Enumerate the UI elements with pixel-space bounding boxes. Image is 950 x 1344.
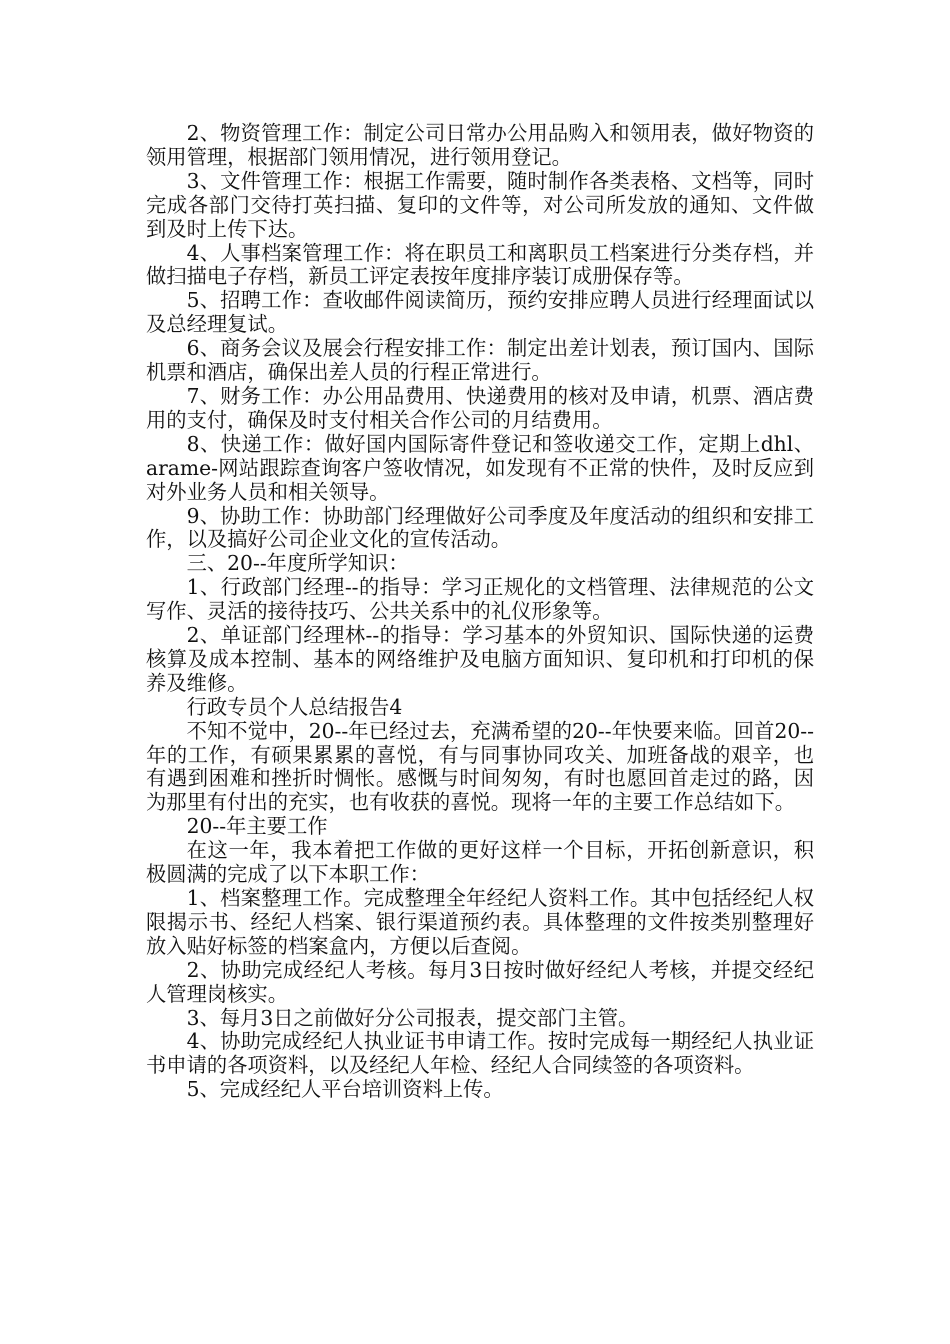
section-heading-knowledge: 三、20--年度所学知识： bbox=[186, 551, 409, 576]
paragraph-admin-guidance: 1、行政部门经理--的指导：学习正规化的文档管理、法律规范的公文写作、灵活的接待技巧、公共关系中的礼仪形象等。 bbox=[146, 575, 814, 624]
paragraph-archives: 1、档案整理工作。完成整理全年经纪人资料工作。其中包括经纪人权限揭示书、经纪人档案、银行渠道预约表。具体整理的文件按类别整理好放入贴好标签的档案盒内，方便以后查阅。 bbox=[146, 886, 814, 958]
paragraph-file-management: 3、文件管理工作：根据工作需要，随时制作各类表格、文档等，同时完成各部门交待打英扫描、复印的文件等，对公司所发放的通知、文件做到及时上传下达。 bbox=[146, 168, 814, 241]
paragraph-overview: 在这一年，我本着把工作做的更好这样一个目标，开拓创新意识，积极圆满的完成了以下本职工作： bbox=[146, 838, 814, 887]
document-page bbox=[146, 122, 814, 1102]
paragraph-express-delivery: 8、快递工作：做好国内国际寄件登记和签收递交工作，定期上dhl、arame-网站跟踪查询客户签收情况，如发现有不正常的快件，及时反应到对外业务人员和相关领导。 bbox=[146, 431, 814, 504]
paragraph-assistance: 9、协助工作：协助部门经理做好公司季度及年度活动的组织和安排工作，以及搞好公司企业文化的宣传活动。 bbox=[146, 503, 814, 552]
report-title: 行政专员个人总结报告4 bbox=[186, 694, 403, 719]
paragraph-personnel-archives: 4、人事档案管理工作：将在职员工和离职员工档案进行分类存档，并做扫描电子存档，新员工评定表按年度排序装订成册保存等。 bbox=[146, 240, 814, 289]
paragraph-documents-guidance: 2、单证部门经理林--的指导：学习基本的外贸知识、国际快递的运费核算及成本控制、基本的网络维护及电脑方面知识、复印机和打印机的保养及维修。 bbox=[146, 623, 814, 695]
paragraph-finance: 7、财务工作：办公用品费用、快递费用的核对及申请，机票、酒店费用的支付，确保及时支付相关合作公司的月结费用。 bbox=[146, 383, 814, 432]
paragraph-training-upload: 5、完成经纪人平台培训资料上传。 bbox=[186, 1077, 504, 1102]
paragraph-intro: 不知不觉中，20--年已经过去，充满希望的20--年快要来临。回首20--年的工作，有硕果累累的喜悦，有与同事协同攻关、加班备战的艰辛，也有遇到困难和挫折时惆怅。感慨与时间匆匆，有时也愿回首走过的路，因为那里有付出的充实，也有收获的喜悦。现将一年的主要工作总结如下。 bbox=[146, 718, 814, 815]
paragraph-business-travel: 6、商务会议及展会行程安排工作：制定出差计划表，预订国内、国际机票和酒店，确保出差人员的行程正常进行。 bbox=[146, 336, 814, 385]
paragraph-certificates: 4、协助完成经纪人执业证书申请工作。按时完成每一期经纪人执业证书申请的各项资料，以及经纪人年检、经纪人合同续签的各项资料。 bbox=[146, 1029, 814, 1078]
paragraph-reports: 3、每月3日之前做好分公司报表，提交部门主管。 bbox=[186, 1005, 639, 1030]
paragraph-supplies-management: 2、物资管理工作：制定公司日常办公用品购入和领用表，做好物资的领用管理，根据部门领用情况，进行领用登记。 bbox=[146, 121, 814, 169]
paragraph-assessment: 2、协助完成经纪人考核。每月3日按时做好经纪人考核，并提交经纪人管理岗核实。 bbox=[146, 957, 814, 1006]
section-heading-main-work: 20--年主要工作 bbox=[186, 814, 328, 839]
paragraph-recruitment: 5、招聘工作：查收邮件阅读简历，预约安排应聘人员进行经理面试以及总经理复试。 bbox=[146, 288, 814, 337]
